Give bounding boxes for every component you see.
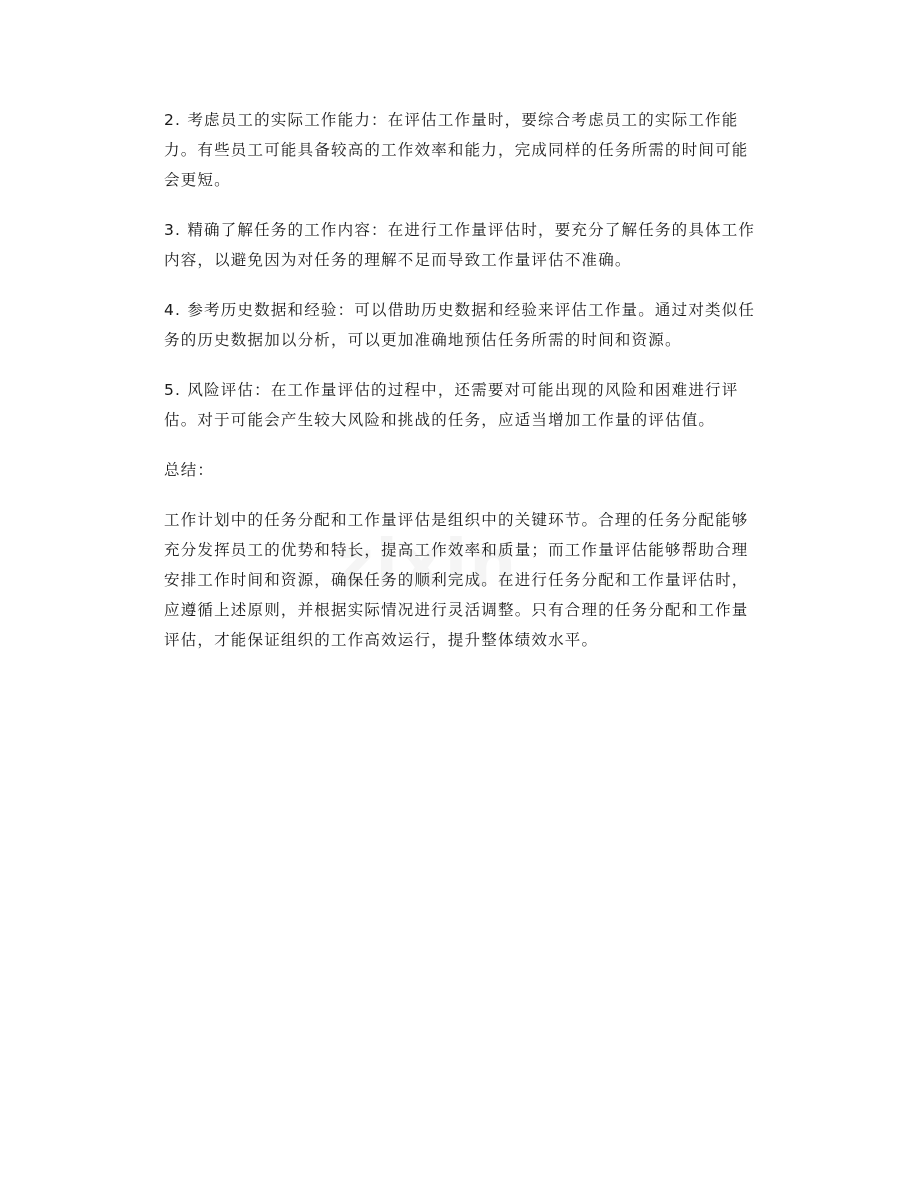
document-body — [164, 105, 764, 675]
paragraph-point-4: 4. 参考历史数据和经验：可以借助历史数据和经验来评估工作量。通过对类似任务的历史数据加以分析，可以更加准确地预估任务所需的时间和资源。 — [164, 301, 756, 349]
paragraph-point-2: 2. 考虑员工的实际工作能力：在评估工作量时，要综合考虑员工的实际工作能力。有些员工可能具备较高的工作效率和能力，完成同样的任务所需的时间可能会更短。 — [164, 111, 749, 189]
summary-heading: 总结： — [164, 461, 215, 479]
paragraph-point-5: 5. 风险评估：在工作量评估的过程中，还需要对可能出现的风险和困难进行评估。对于可能会产生较大风险和挑战的任务，应适当增加工作量的评估值。 — [164, 381, 739, 429]
paragraph-point-3: 3. 精确了解任务的工作内容：在进行工作量评估时，要充分了解任务的具体工作内容，以避免因为对任务的理解不足而导致工作量评估不准确。 — [164, 221, 756, 269]
summary-paragraph: 工作计划中的任务分配和工作量评估是组织中的关键环节。合理的任务分配能够充分发挥员工的优势和特长，提高工作效率和质量；而工作量评估能够帮助合理安排工作时间和资源，确保任务的顺利完成。在进行任务分配和工作量评估时，应遵循上述原则，并根据实际情况进行灵活调整。只有合理的任务分配和工作量评估，才能保证组织的工作高效运行，提升整体绩效水平。 — [164, 511, 749, 649]
